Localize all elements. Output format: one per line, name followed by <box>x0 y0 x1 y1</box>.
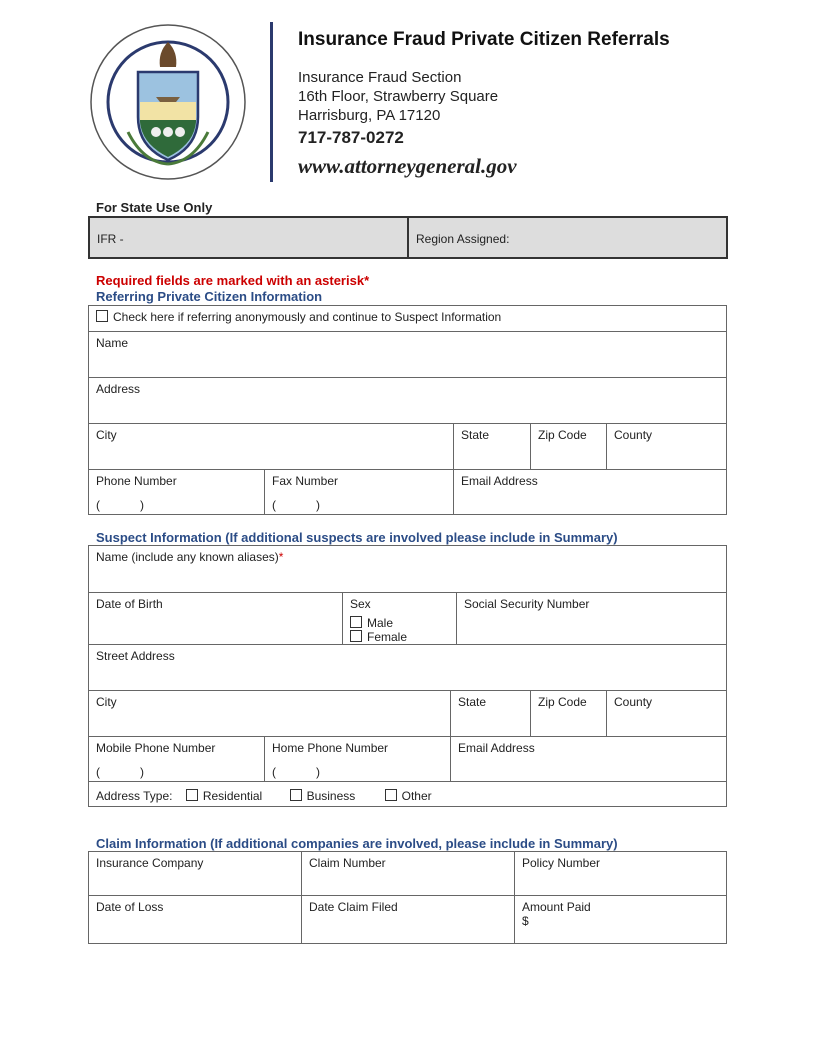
county-label: County <box>614 695 653 709</box>
address-line: Harrisburg, PA 17120 <box>298 107 441 124</box>
referrer-city-field[interactable] <box>88 423 454 470</box>
required-asterisk: * <box>278 550 284 564</box>
city-label: City <box>96 695 117 709</box>
male-checkbox[interactable] <box>350 616 362 628</box>
ifr-label: IFR - <box>97 232 124 246</box>
suspect-dob-field[interactable] <box>88 592 343 645</box>
suspect-email-field[interactable] <box>450 736 727 782</box>
street-label: Street Address <box>96 649 175 663</box>
area-code: ( ) <box>272 765 320 779</box>
company-label: Insurance Company <box>96 856 204 870</box>
currency-symbol: $ <box>522 914 529 928</box>
amount-label: Amount Paid <box>522 900 591 914</box>
header-divider <box>270 22 273 182</box>
sex-label: Sex <box>350 597 371 611</box>
required-note: Required fields are marked with an asterisk* <box>96 273 370 288</box>
state-use-heading: For State Use Only <box>96 200 213 215</box>
ssn-label: Social Security Number <box>464 597 590 611</box>
city-label: City <box>96 428 117 442</box>
phone-label: Phone Number <box>96 474 177 488</box>
name-label: Name (include any known aliases) <box>96 550 279 564</box>
business-checkbox[interactable] <box>290 789 302 801</box>
anonymous-label: Check here if referring anonymously and continue to Suspect Information <box>113 310 502 324</box>
anonymous-checkbox-row[interactable] <box>88 305 727 332</box>
claim-heading: Claim Information (If additional companies are involved, please include in Summary) <box>96 836 618 851</box>
other-option[interactable]: Other <box>385 789 432 803</box>
policy-label: Policy Number <box>522 856 601 870</box>
male-option[interactable]: Male <box>350 616 449 630</box>
suspect-city-field[interactable] <box>88 690 451 737</box>
referrer-county-field[interactable] <box>606 423 727 470</box>
insurance-company-field[interactable] <box>88 851 302 896</box>
referrer-fax-field[interactable] <box>264 469 454 515</box>
area-code: ( ) <box>272 498 320 512</box>
referrer-name-field[interactable] <box>88 331 727 378</box>
form-title: Insurance Fraud Private Citizen Referrals <box>298 29 670 50</box>
state-label: State <box>461 428 490 442</box>
home-phone-label: Home Phone Number <box>272 741 389 755</box>
region-label: Region Assigned: <box>416 232 510 246</box>
address-type-label: Address Type: <box>96 789 173 803</box>
ifr-field[interactable] <box>88 216 409 259</box>
suspect-sex-field <box>342 592 457 645</box>
address-line: 16th Floor, Strawberry Square <box>298 88 499 105</box>
date-of-loss-field[interactable] <box>88 895 302 944</box>
email-label: Email Address <box>458 741 535 755</box>
zip-label: Zip Code <box>538 695 587 709</box>
area-code: ( ) <box>96 498 144 512</box>
website: www.attorneygeneral.gov <box>298 154 517 178</box>
suspect-street-field[interactable] <box>88 644 727 691</box>
suspect-state-field[interactable] <box>450 690 531 737</box>
phone-number: 717-787-0272 <box>298 128 404 147</box>
policy-number-field[interactable] <box>514 851 727 896</box>
suspect-zip-field[interactable] <box>530 690 607 737</box>
referrer-address-field[interactable] <box>88 377 727 424</box>
suspect-heading: Suspect Information (If additional suspects are involved please include in Summary) <box>96 530 618 545</box>
referrer-zip-field[interactable] <box>530 423 607 470</box>
female-option[interactable]: Female <box>350 630 449 644</box>
state-label: State <box>458 695 487 709</box>
suspect-ssn-field[interactable] <box>456 592 727 645</box>
address-type-row <box>88 781 727 807</box>
claim-number-label: Claim Number <box>309 856 386 870</box>
residential-option[interactable]: Residential <box>186 789 262 803</box>
dob-label: Date of Birth <box>96 597 163 611</box>
fax-label: Fax Number <box>272 474 339 488</box>
other-checkbox[interactable] <box>385 789 397 801</box>
residential-checkbox[interactable] <box>186 789 198 801</box>
referrer-state-field[interactable] <box>453 423 531 470</box>
zip-label: Zip Code <box>538 428 587 442</box>
email-label: Email Address <box>461 474 538 488</box>
female-checkbox[interactable] <box>350 630 362 642</box>
amount-paid-field[interactable] <box>514 895 727 944</box>
suspect-name-field[interactable] <box>88 545 727 593</box>
name-label: Name <box>96 336 129 350</box>
mobile-label: Mobile Phone Number <box>96 741 216 755</box>
referrer-heading: Referring Private Citizen Information <box>96 289 323 304</box>
area-code: ( ) <box>96 765 144 779</box>
attorney-general-seal <box>88 22 248 182</box>
date-loss-label: Date of Loss <box>96 900 164 914</box>
address-line: Insurance Fraud Section <box>298 69 462 86</box>
suspect-home-phone-field[interactable] <box>264 736 451 782</box>
referrer-email-field[interactable] <box>453 469 727 515</box>
claim-number-field[interactable] <box>301 851 515 896</box>
business-option[interactable]: Business <box>290 789 356 803</box>
anonymous-checkbox[interactable] <box>96 310 108 322</box>
referrer-phone-field[interactable] <box>88 469 265 515</box>
region-assigned-field[interactable] <box>407 216 728 259</box>
suspect-county-field[interactable] <box>606 690 727 737</box>
date-filed-label: Date Claim Filed <box>309 900 398 914</box>
suspect-mobile-field[interactable] <box>88 736 265 782</box>
address-label: Address <box>96 382 141 396</box>
date-claim-filed-field[interactable] <box>301 895 515 944</box>
county-label: County <box>614 428 653 442</box>
